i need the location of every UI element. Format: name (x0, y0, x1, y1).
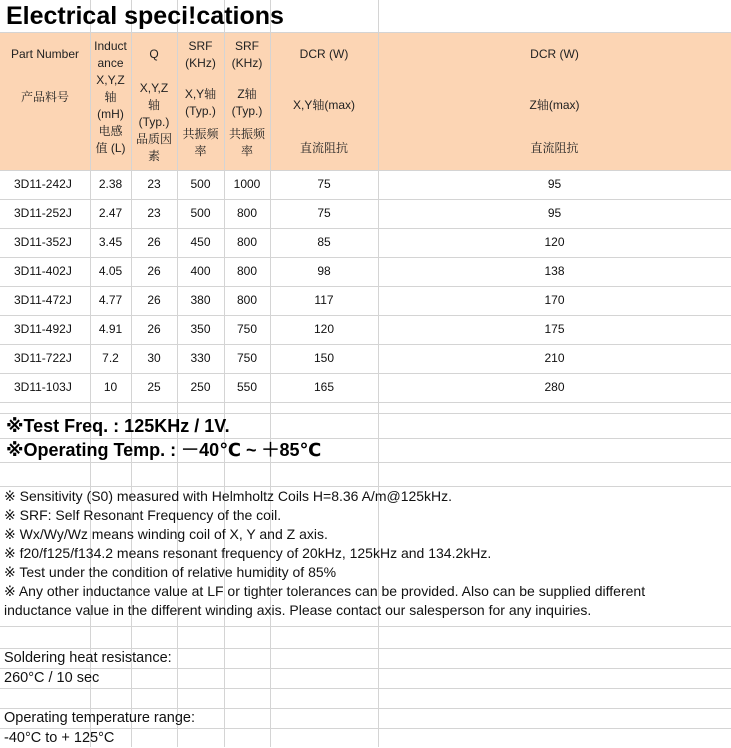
q-cell: 30 (147, 351, 161, 365)
soldering-value: 260°C / 10 sec (4, 670, 100, 686)
header-srf-xy-line1: SRF (188, 39, 213, 53)
note-line: ※ Any other inductance value at LF or tighter tolerances can be provided. Also can be supplied different (4, 583, 646, 599)
inductance-cell: 2.47 (98, 206, 123, 220)
part-number-cell: 3D11-252J (14, 206, 72, 220)
srf-xy-cell: 330 (190, 351, 211, 365)
dcr-xy-cell: 75 (317, 206, 331, 220)
header-srf-z-line1: SRF (235, 39, 259, 53)
inductance-cell: 7.2 (102, 351, 119, 365)
q-cell: 26 (147, 235, 161, 249)
header-inductance-line3: X,Y,Z (96, 73, 125, 87)
srf-xy-cell: 250 (190, 380, 211, 394)
part-number-cell: 3D11-472J (14, 293, 72, 307)
inductance-cell: 2.38 (98, 177, 123, 191)
dcr-xy-cell: 120 (313, 322, 335, 336)
inductance-cell: 4.05 (98, 264, 123, 278)
q-cell: 23 (147, 177, 161, 191)
dcr-xy-cell: 150 (313, 351, 335, 365)
srf-xy-cell: 500 (190, 177, 211, 191)
q-cell: 26 (147, 322, 161, 336)
header-dcr-z (378, 46, 731, 157)
header-inductance-line2: ance (97, 56, 124, 70)
grid-row-line (0, 688, 731, 689)
part-number-cell: 3D11-402J (14, 264, 72, 278)
header-srf-z-line4: (Typ.) (231, 104, 263, 118)
part-number-cell: 3D11-722J (14, 351, 72, 365)
srf-z-cell: 1000 (233, 177, 261, 191)
header-inductance-line7: 值 (L) (95, 141, 126, 155)
srf-xy-cell: 350 (190, 322, 211, 336)
part-number-cell: 3D11-242J (14, 177, 72, 191)
note-line: ※ f20/f125/f134.2 means resonant frequency of 20kHz, 125kHz and 134.2kHz. (4, 545, 492, 561)
header-inductance (90, 38, 131, 157)
srf-z-cell: 750 (236, 351, 258, 365)
header-part-number-en: Part Number (10, 47, 80, 61)
header-dcr-z-line2: Z轴(max) (529, 98, 580, 112)
soldering-label: Soldering heat resistance: (4, 650, 172, 666)
header-srf-xy-line4: (Typ.) (185, 104, 216, 118)
page-title: Electrical speci!cations (6, 2, 284, 30)
header-srf-z-line2: (KHz) (231, 56, 263, 70)
header-dcr-xy-line1: DCR (W) (299, 47, 349, 61)
header-dcr-z-line1: DCR (W) (530, 47, 579, 61)
srf-z-cell: 800 (236, 206, 258, 220)
header-q (131, 46, 177, 165)
srf-z-cell: 550 (236, 380, 258, 394)
inductance-cell: 10 (103, 380, 118, 394)
header-q-line4: (Typ.) (138, 115, 170, 129)
q-cell: 25 (147, 380, 161, 394)
grid-row-line (0, 402, 731, 403)
grid-row-line (0, 462, 731, 463)
header-srf-xy-line5: 共振频 (182, 127, 219, 141)
grid-row-line (0, 668, 731, 669)
dcr-xy-cell: 98 (317, 264, 331, 278)
srf-xy-cell: 400 (190, 264, 211, 278)
inductance-cell: 3.45 (98, 235, 123, 249)
dcr-xy-cell: 85 (317, 235, 331, 249)
dcr-z-cell: 280 (544, 380, 565, 394)
header-dcr-xy-line2: X,Y轴(max) (292, 98, 355, 112)
dcr-z-cell: 175 (544, 322, 565, 336)
srf-z-cell: 800 (236, 264, 258, 278)
srf-z-cell: 750 (236, 322, 258, 336)
dcr-xy-cell: 75 (317, 177, 331, 191)
header-q-line3: 轴 (147, 98, 160, 112)
header-dcr-z-line3: 直流阻抗 (530, 141, 579, 155)
dcr-z-cell: 120 (544, 235, 565, 249)
part-number-cell: 3D11-492J (14, 322, 72, 336)
srf-xy-cell: 450 (190, 235, 211, 249)
grid-row-line (0, 626, 731, 627)
dcr-xy-cell: 165 (313, 380, 335, 394)
part-number-cell: 3D11-103J (14, 380, 72, 394)
header-srf-z-line3: Z轴 (237, 87, 257, 101)
q-cell: 23 (147, 206, 161, 220)
operating-range-value: -40°C to + 125°C (4, 730, 115, 746)
srf-z-cell: 800 (236, 293, 258, 307)
test-frequency-note: ※Test Freq. : 125KHz / 1V. (6, 416, 230, 436)
grid-row-line (0, 32, 731, 33)
header-srf-xy-line3: X,Y轴 (184, 87, 217, 101)
note-line: inductance value in the different winding axis. Please contact our salesperson for any inquiries. (4, 602, 592, 618)
header-inductance-line4: 轴 (104, 90, 117, 104)
operating-temp-note: ※Operating Temp. : －40℃ ~ ＋85℃ (6, 440, 322, 460)
header-srf-xy-line2: (KHz) (185, 56, 216, 70)
header-srf-z-line6: 率 (240, 144, 253, 158)
note-line: ※ Test under the condition of relative humidity of 85% (4, 564, 337, 580)
header-srf-xy (177, 38, 224, 160)
header-srf-xy-line6: 率 (194, 144, 207, 158)
note-line: ※ Wx/Wy/Wz means winding coil of X, Y and Z axis. (4, 526, 328, 542)
dcr-z-cell: 138 (544, 264, 565, 278)
header-part-number (0, 46, 90, 106)
header-q-line2: X,Y,Z (139, 81, 169, 95)
q-cell: 26 (147, 293, 161, 307)
header-dcr-xy (270, 46, 378, 157)
header-inductance-line1: Induct (94, 39, 127, 53)
header-dcr-xy-line3: 直流阻抗 (299, 141, 348, 155)
header-q-line5: 品质因 (135, 132, 172, 146)
note-line: ※ Sensitivity (S0) measured with Helmholtz Coils H=8.36 A/m@125kHz. (4, 488, 453, 504)
part-number-cell: 3D11-352J (14, 235, 72, 249)
header-inductance-line6: 电感 (98, 124, 123, 138)
note-line: ※ SRF: Self Resonant Frequency of the coil. (4, 507, 282, 523)
dcr-z-cell: 95 (547, 177, 562, 191)
header-srf-z (224, 38, 270, 160)
dcr-z-cell: 210 (544, 351, 565, 365)
header-srf-z-line5: 共振频 (228, 127, 265, 141)
operating-range-label: Operating temperature range: (4, 710, 196, 726)
header-part-number-cn: 产品料号 (20, 90, 69, 104)
srf-z-cell: 800 (236, 235, 258, 249)
header-inductance-line5: (mH) (97, 107, 124, 121)
header-q-line1: Q (149, 47, 159, 61)
q-cell: 26 (147, 264, 161, 278)
srf-xy-cell: 500 (190, 206, 211, 220)
inductance-cell: 4.91 (98, 322, 123, 336)
srf-xy-cell: 380 (190, 293, 211, 307)
inductance-cell: 4.77 (98, 293, 123, 307)
dcr-xy-cell: 117 (314, 293, 334, 307)
dcr-z-cell: 170 (544, 293, 565, 307)
header-q-line6: 素 (147, 149, 160, 163)
dcr-z-cell: 95 (547, 206, 562, 220)
